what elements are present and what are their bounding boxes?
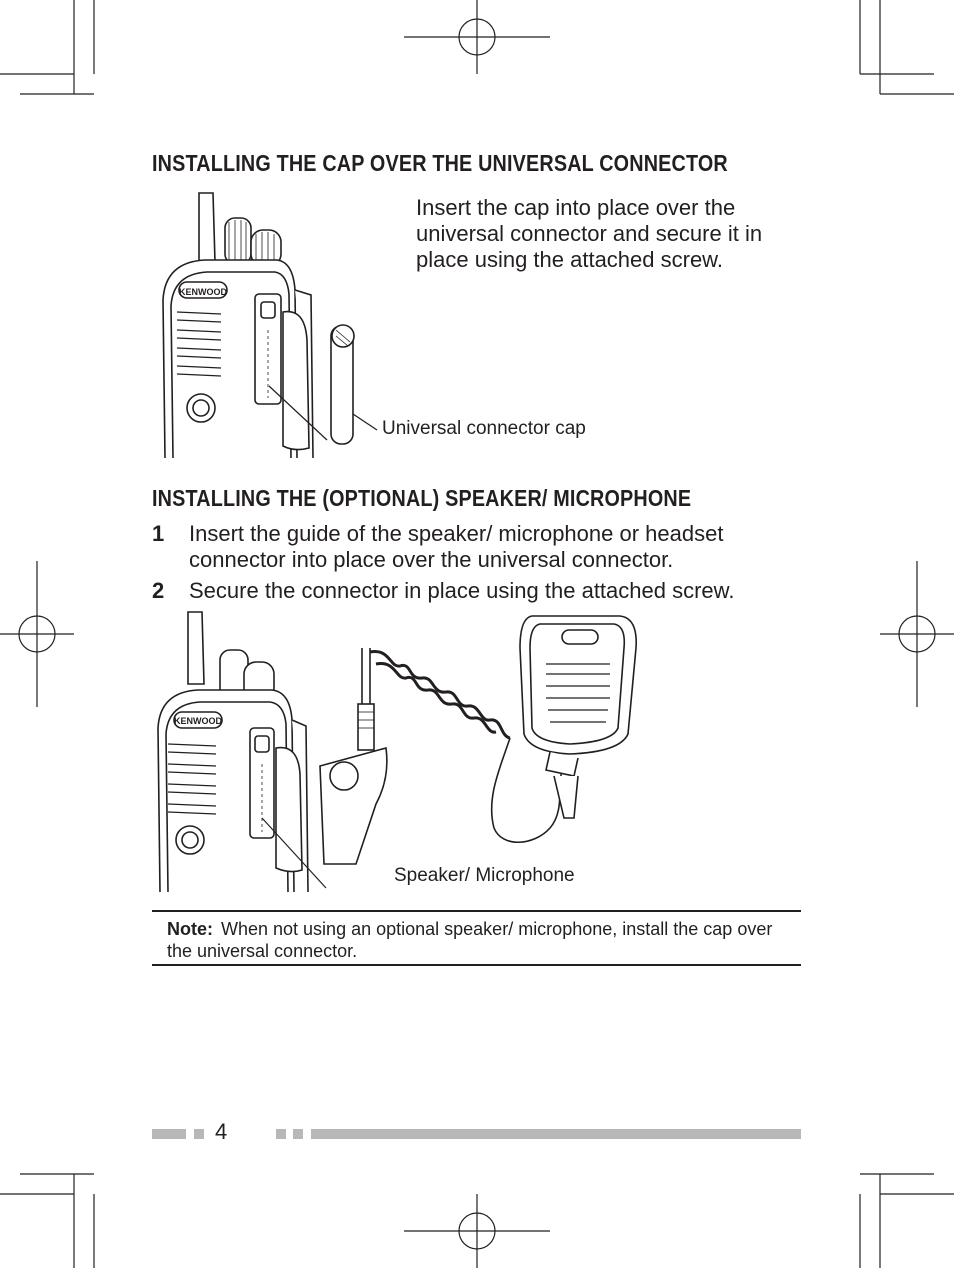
step-2 [152,578,792,608]
note-box [152,910,801,966]
radio-logo-text: KENWOOD [174,716,222,726]
radio-with-speaker-mic-illustration [150,608,650,893]
note-text: When not using an optional speaker/ microphone, install the cap over the universal connector. [167,919,773,961]
page-number: 4 [215,1119,228,1144]
section-heading-speaker-mic: INSTALLING THE (OPTIONAL) SPEAKER/ MICROPHONE [152,485,692,511]
cap-instruction-text: Insert the cap into place over the universal connector and secure it in place using the attached screw. [416,195,763,272]
footer-bar-left-small [194,1129,204,1139]
step-text: Secure the connector in place using the attached screw. [189,578,735,603]
footer-bar-dot-2 [293,1129,303,1139]
cap-callout-label: Universal connector cap [382,418,586,439]
step-1 [152,521,792,577]
step-number: 2 [152,578,165,603]
footer-bar-left [152,1129,186,1139]
radio-logo-text: KENWOOD [179,287,227,297]
step-number: 1 [152,521,165,546]
note-label: Note: [167,919,213,939]
section-heading-cap: INSTALLING THE CAP OVER THE UNIVERSAL CONNECTOR [152,150,728,176]
footer-bar-dot-1 [276,1129,286,1139]
note-content [167,918,787,962]
speaker-mic-callout-label: Speaker/ Microphone [394,865,575,886]
footer-bar-right [311,1129,801,1139]
step-text: Insert the guide of the speaker/ microphone or headset connector into place over the universal connector. [189,521,724,572]
radio-with-cap-illustration [155,190,400,460]
